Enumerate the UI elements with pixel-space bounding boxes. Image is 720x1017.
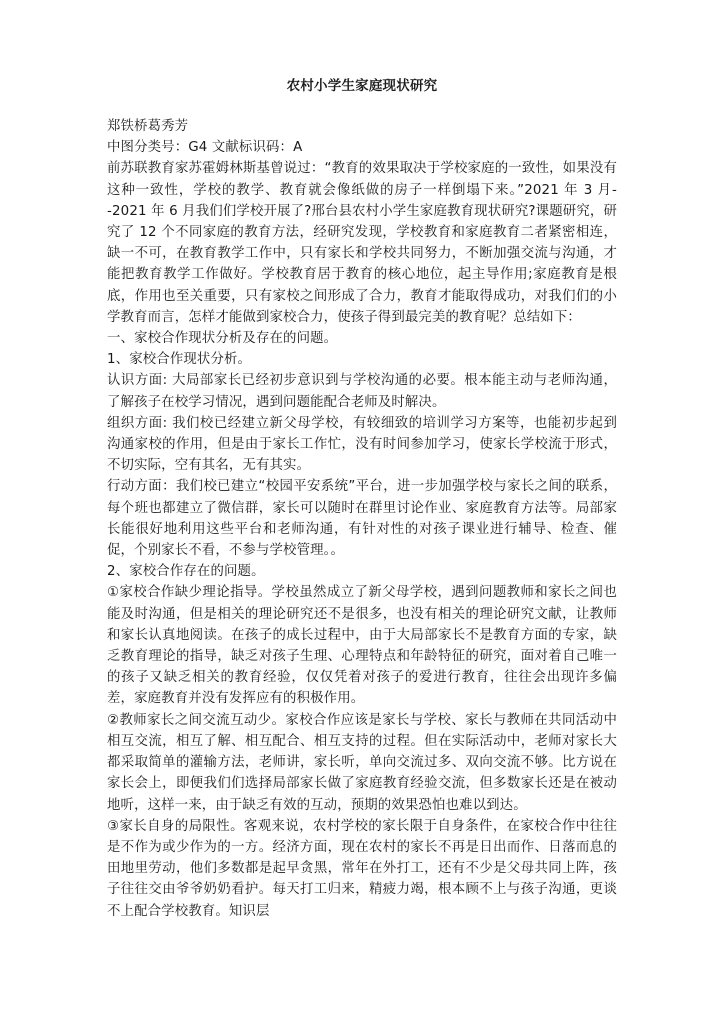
classification-line: 中图分类号：G4 文献标识码：A (107, 140, 303, 156)
subsection-heading-1: 1、家校合作现状分析。 (107, 352, 252, 368)
document-body (107, 116, 617, 922)
problem-paragraph-2: ②教师家长之间交流互动少。家校合作应该是家长与学校、家长与教师在共同活动中相互交流，相互了解、相互配合、相互支持的过程。但在实际活动中，老师对家长大都采取简单的灌输方法，老师讲，家长听，单向交流过多、双向交流不够。比方说在家长会上，即便我们们选择局部家长做了家庭教育经验交流，但多数家长还是在被动地听，这样一来，由于缺乏有效的互动，预期的效果恐怕也难以到达。 (107, 712, 617, 813)
section-heading-1: 一、家校合作现状分析及存在的问题。 (107, 331, 338, 347)
problem-paragraph-1: ①家校合作缺少理论指导。学校虽然成立了新父母学校，遇到问题教师和家长之间也能及时沟通，但是相关的理论研究还不是很多，也没有相关的理论研究文献，让教师和家长认真地阅读。在孩子的成长过程中，由于大局部家长不是教育方面的专家，缺乏教育理论的指导，缺乏对孩子生理、心理特点和年龄特征的研究，面对着自己唯一的孩子又缺乏相关的教育经验，仅仅凭着对孩子的爱进行教育，往往会出现许多偏差，家庭教育并没有发挥应有的积极作用。 (107, 585, 617, 707)
document-page (107, 76, 617, 922)
document-title: 农村小学生家庭现状研究 (286, 78, 438, 94)
paragraph-organization: 组织方面: 我们校已经建立新父母学校，有较细致的培训学习方案等，也能初步起到沟通家校的作用，但是由于家长工作忙，没有时间参加学习，使家长学校流于形式，不切实际，空有其名，无有其实。 (107, 415, 617, 474)
paragraph-action: 行动方面：我们校已建立“校园平安系统”平台，进一步加强学校与家长之间的联系，每个班也都建立了微信群，家长可以随时在群里讨论作业、家庭教育方法等。局部家长能很好地利用这些平台和老师沟通，有针对性的对孩子课业进行辅导、检查、催促，个别家长不看，不参与学校管理。。 (107, 479, 617, 559)
intro-paragraph: 前苏联教育家苏霍姆林斯基曾说过：“教育的效果取决于学校家庭的一致性，如果没有这种一致性，学校的教学、教育就会像纸做的房子一样倒塌下来。”2021 年 3 月--2021 年 6 月我们们学校开展了?邢台县农村小学生家庭教育现状研究?课题研究，研究了 12 个不同家庭的教育方法，经研究发现，学校教育和家庭教育二者紧密相连，缺一不可，在教育教学工作中，只有家长和学校共同努力，不断加强交流与沟通，才能把教育教学工作做好。学校教育居于教育的核心地位，起主导作用;家庭教育是根底，作用也至关重要，只有家校之间形成了合力，教育才能取得成功，对我们们的小学教育而言，怎样才能做到家校合力，使孩子得到最完美的教育呢？总结如下： (107, 161, 617, 325)
author-line: 郑铁桥葛秀芳 (107, 119, 189, 134)
problem-paragraph-3: ③家长自身的局限性。客观来说，农村学校的家长限于自身条件，在家校合作中往往是不作为或少作为的一方。经济方面，现在农村的家长不再是日出而作、日落而息的田地里劳动，他们多数都是起早贪黑，常年在外打工，还有不少是父母共同上阵，孩子往往交由爷爷奶奶看护。每天打工归来，精疲力竭，根本顾不上与孩子沟通，更谈不上配合学校教育。知识层 (107, 818, 617, 919)
paragraph-cognition: 认识方面: 大局部家长已经初步意识到与学校沟通的必要。根本能主动与老师沟通，了解孩子在校学习情况，遇到问题能配合老师及时解决。 (107, 373, 617, 410)
subsection-heading-2: 2、家校合作存在的问题。 (107, 564, 265, 580)
